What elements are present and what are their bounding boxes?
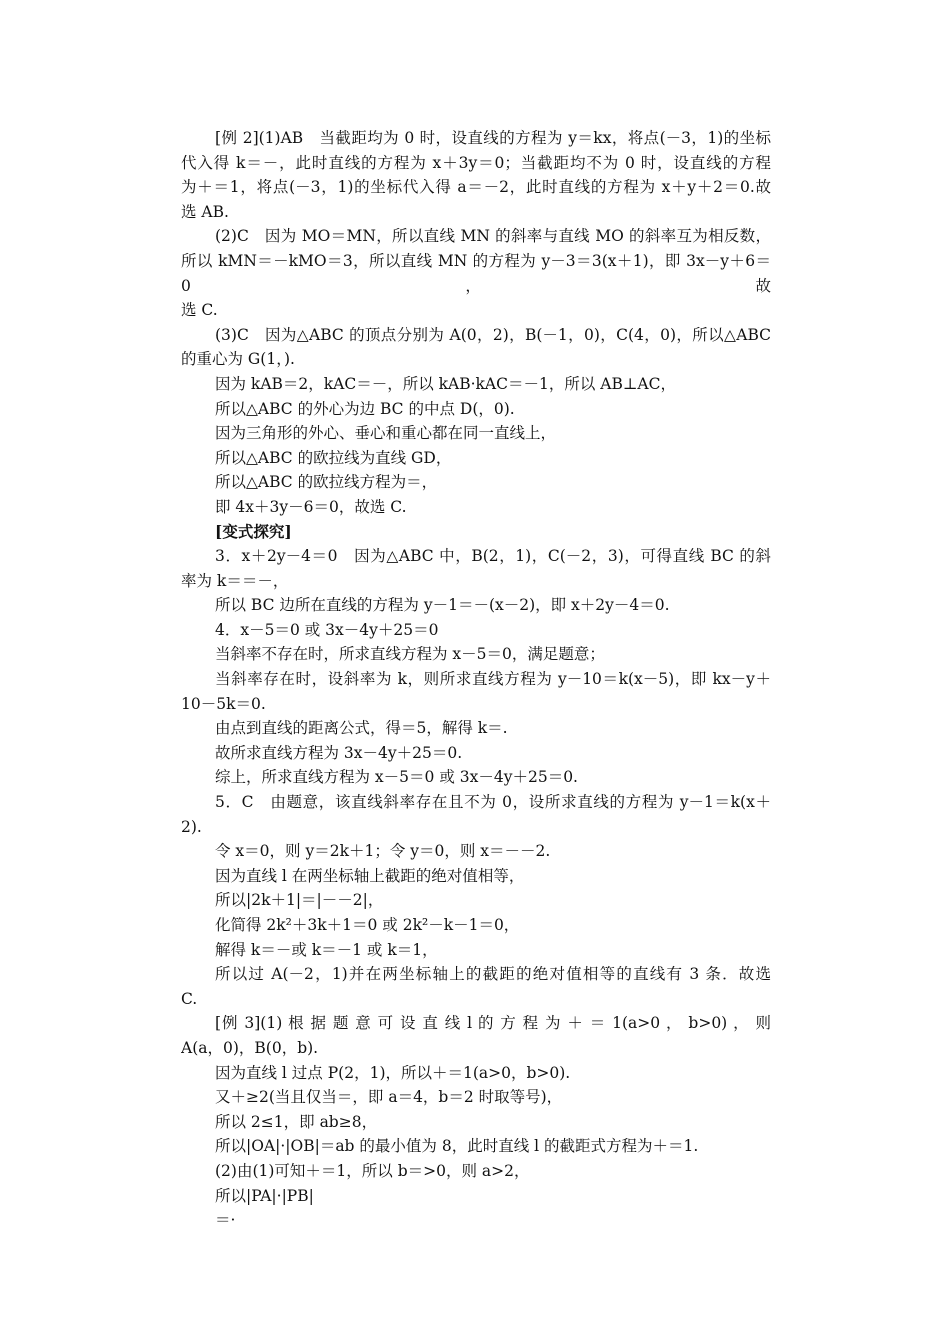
text-line: 5．C 由题意，该直线斜率存在且不为 0，设所求直线的方程为 y－1＝k(x＋	[215, 793, 771, 812]
text-line: 4．x－5＝0 或 3x－4y＋25＝0	[215, 620, 439, 639]
text-line: 所以△ABC 的外心为边 BC 的中点 D(，0).	[215, 399, 515, 418]
text-line: 当斜率不存在时，所求直线方程为 x－5＝0，满足题意；	[215, 645, 605, 664]
text-line: 因为直线 l 过点 P(2，1)，所以＋＝1(a>0，b>0).	[215, 1063, 571, 1082]
text-line: 所以|PA|·|PB|	[215, 1186, 314, 1205]
text-line: 所以 kMN＝－kMO＝3，所以直线 MN 的方程为 y－3＝3(x＋1)，即 3x－y＋6＝0，故	[181, 251, 771, 295]
text-line: 的重心为 G(1，).	[181, 350, 295, 369]
text-line: 选 C.	[181, 301, 218, 320]
text-line: C.	[181, 989, 198, 1008]
text-line: 所以 BC 边所在直线的方程为 y－1＝－(x－2)，即 x＋2y－4＝0.	[215, 596, 670, 615]
text-line: [变式探究]	[215, 521, 292, 541]
text-line: 所以|OA|·|OB|＝ab 的最小值为 8，此时直线 l 的截距式方程为＋＝1.	[215, 1137, 699, 1156]
text-line: [例 2](1)AB 当截距均为 0 时，设直线的方程为 y＝kx，将点(－3，1)的坐标	[215, 129, 771, 147]
text-line: 2).	[181, 817, 202, 836]
text-line: 因为直线 l 在两坐标轴上截距的绝对值相等，	[215, 866, 525, 885]
text-line: (2)由(1)可知＋＝1，所以 b＝>0，则 a>2，	[215, 1161, 530, 1180]
text-line: 令 x＝0，则 y＝2k＋1；令 y＝0，则 x＝－－2.	[215, 842, 551, 861]
text-line: 解得 k＝－或 k＝－1 或 k＝1，	[215, 940, 438, 959]
text-line: [例 3](1) 根 据 题 意 可 设 直 线 l 的 方 程 为 ＋ ＝ 1(a>0 ， b>0) ， 则	[215, 1014, 771, 1033]
text-line: 故所求直线方程为 3x－4y＋25＝0.	[215, 743, 463, 762]
text-line: 因为三角形的外心、垂心和重心都在同一直线上，	[215, 424, 557, 443]
text-line: 化简得 2k²＋3k＋1＝0 或 2k²－k－1＝0，	[215, 916, 520, 934]
text-line: 所以△ABC 的欧拉线为直线 GD，	[215, 448, 452, 467]
text-line: 所以|2k＋1|＝|－－2|，	[215, 891, 384, 910]
text-line: 即 4x＋3y－6＝0，故选 C.	[215, 497, 407, 516]
text-line: 所以△ABC 的欧拉线方程为＝，	[215, 473, 438, 492]
text-line: 由点到直线的距离公式，得＝5，解得 k＝.	[215, 719, 508, 738]
text-line: 所以过 A(－2，1)并在两坐标轴上的截距的绝对值相等的直线有 3 条．故选	[215, 965, 771, 984]
text-line: 选 AB.	[181, 202, 229, 221]
text-line: 为＋＝1，将点(－3，1)的坐标代入得 a＝－2，此时直线的方程为 x＋y＋2＝0.故	[181, 178, 771, 197]
text-line: 所以 2≤1，即 ab≥8，	[215, 1112, 378, 1131]
text-line: 率为 k＝＝－，	[181, 571, 289, 590]
text-line: (2)C 因为 MO＝MN，所以直线 MN 的斜率与直线 MO 的斜率互为相反数，	[215, 227, 771, 246]
text-line: 代入得 k＝－，此时直线的方程为 x＋3y＝0；当截距均不为 0 时，设直线的方程	[181, 153, 771, 172]
text-line: ＝·	[215, 1211, 236, 1230]
text-line: 当斜率存在时，设斜率为 k，则所求直线方程为 y－10＝k(x－5)，即 kx－y＋	[215, 670, 771, 689]
text-line: 因为 kAB＝2，kAC＝－，所以 kAB·kAC＝－1，所以 AB⊥AC，	[215, 374, 676, 393]
text-line: 10－5k＝0.	[181, 694, 266, 713]
text-line: 又＋≥2(当且仅当＝，即 a＝4，b＝2 时取等号)，	[215, 1088, 563, 1107]
text-line: A(a，0)，B(0，b).	[181, 1038, 319, 1057]
solution-text	[181, 126, 771, 1233]
text-line: 3．x＋2y－4＝0 因为△ABC 中，B(2，1)，C(－2，3)，可得直线 BC 的斜	[215, 547, 771, 566]
text-line: 综上，所求直线方程为 x－5＝0 或 3x－4y＋25＝0.	[215, 768, 578, 787]
text-line: (3)C 因为△ABC 的顶点分别为 A(0，2)，B(－1，0)，C(4，0)，所以△ABC	[215, 325, 771, 344]
